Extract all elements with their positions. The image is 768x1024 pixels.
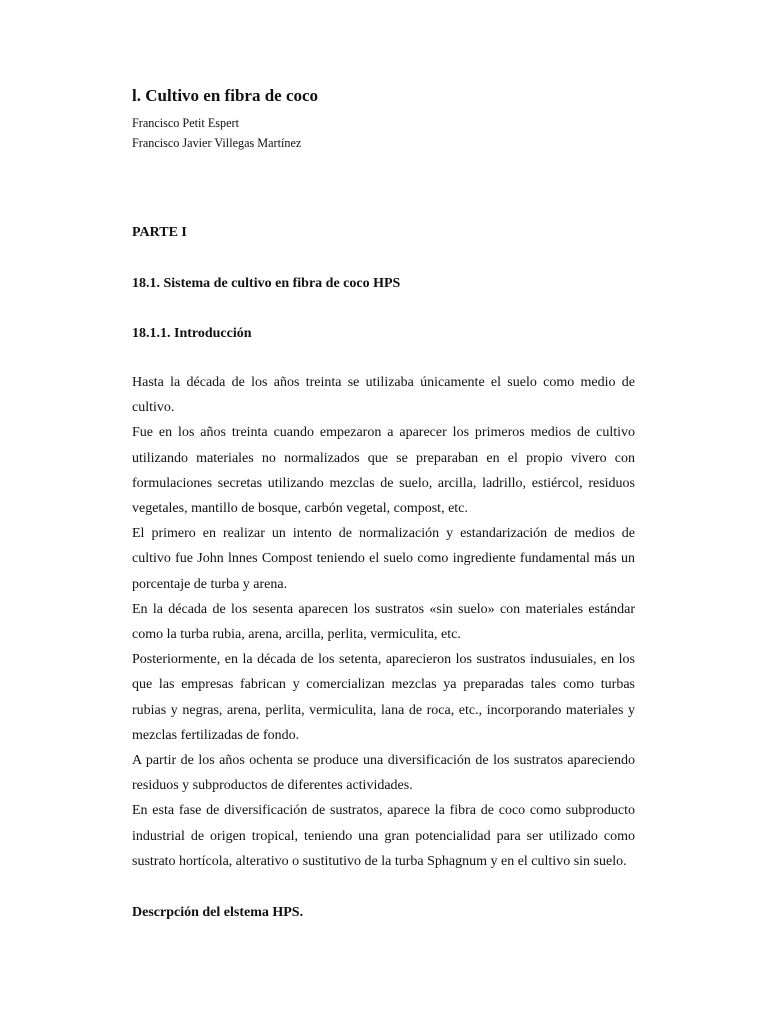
paragraph: En esta fase de diversificación de sustratos, aparece la fibra de coco como subproducto industrial de origen tropical, teniendo una gran potencialidad para ser utilizado como sustrato hortícola, alterativo o sustitutivo de la turba Sphagnum y en el cultivo sin suelo. xyxy=(132,803,635,869)
paragraph: A partir de los años ochenta se produce una diversificación de los sustratos apareciendo residuos y subproductos de diferentes actividades. xyxy=(132,753,635,794)
author-name: Francisco Javier Villegas Martínez xyxy=(132,136,302,150)
part-heading: PARTE I xyxy=(132,225,187,240)
paragraph: Posteriormente, en la década de los setenta, aparecieron los sustratos indusuiales, en los que las empresas fabrican y comercializan mezclas ya preparadas tales como turbas rubias y negras, arena, perlita, vermiculita, lana de roca, etc., incorporando materiales y mezclas fertilizadas de fondo. xyxy=(132,652,635,743)
subsection-heading: 18.1.1. Introducción xyxy=(132,326,252,341)
paragraph: En la década de los sesenta aparecen los sustratos «sin suelo» con materiales estándar como la turba rubia, arena, arcilla, perlita, vermiculita, etc. xyxy=(132,601,635,643)
introduction-body xyxy=(132,370,635,874)
author-name: Francisco Petit Espert xyxy=(132,116,239,130)
description-heading: Descrpción del elstema HPS. xyxy=(132,905,304,920)
paragraph: Hasta la década de los años treinta se utilizaba únicamente el suelo como medio de cultivo. xyxy=(132,375,635,416)
paragraph: El primero en realizar un intento de normalización y estandarización de medios de cultivo fue John lnnes Compost teniendo el suelo como ingrediente fundamental más un porcentaje de turba y arena. xyxy=(132,526,635,592)
paragraph: Fue en los años treinta cuando empezaron a aparecer los primeros medios de cultivo utilizando materiales no normalizados que se preparaban en el propio vivero con formulaciones secretas utilizando mezclas de suelo, arcilla, ladrillo, estiércol, residuos vegetales, mantillo de bosque, carbón vegetal, compost, etc. xyxy=(132,425,635,517)
chapter-title: l. Cultivo en fibra de coco xyxy=(132,86,319,105)
section-heading: 18.1. Sistema de cultivo en fibra de coco HPS xyxy=(132,276,401,291)
